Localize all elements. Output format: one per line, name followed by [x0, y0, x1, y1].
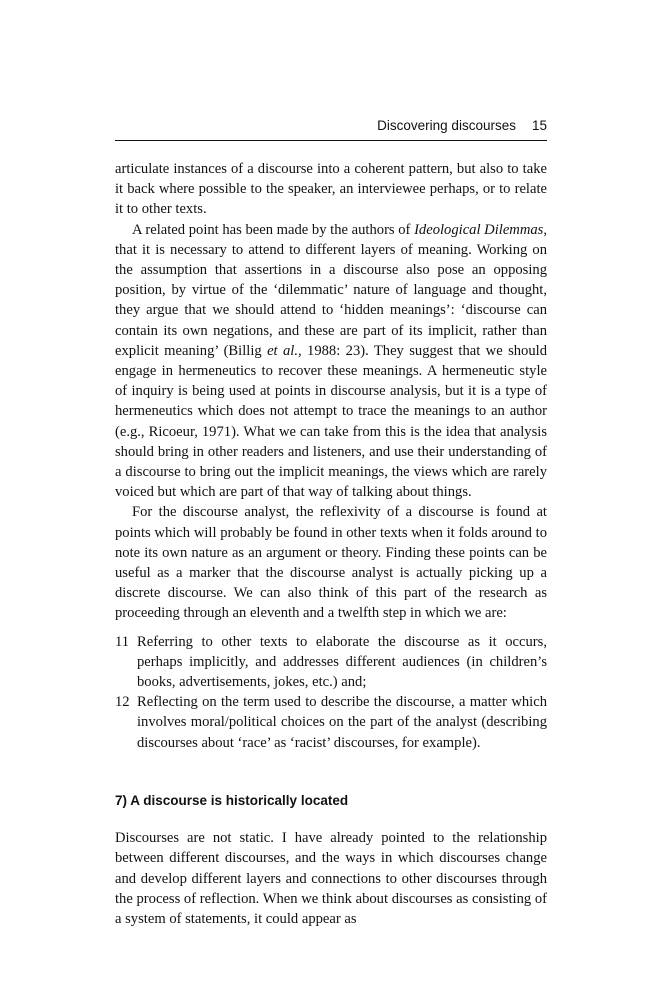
page-number: 15 [531, 118, 547, 133]
step-number: 11 [115, 633, 130, 650]
et-al-citation: et al. [267, 342, 298, 359]
book-page [115, 118, 547, 929]
running-header [115, 118, 547, 141]
running-title: Discovering discourses [377, 118, 516, 133]
section-heading: 7) A discourse is historically located [115, 792, 349, 808]
paragraph-continuation: articulate instances of a discourse into a coherent pattern, but also to take it back where possible to the speaker, an interviewee perhaps, or to relate it to other texts. [115, 161, 547, 218]
paragraph-text: A related point has been made by the authors of [132, 221, 415, 238]
paragraph-reflexivity: For the discourse analyst, the reflexivity of a discourse is found at points which will probably be found in other texts when it folds around to note its own nature as an argument or theory. Finding these points can be useful as a marker that the discourse analyst is actually picking up a discrete discourse. We can also think of this part of the research as proceeding through an eleventh and a twelfth step in which we are: [115, 504, 547, 622]
paragraph-text: , that it is necessary to attend to different layers of meaning. Working on the assumption that assertions in a discourse also pose an opposing position, by virtue of the ‘dilemmatic’ nature of language and thought, they argue that we should attend to ‘hidden meanings’: ‘discourse can contain its own negations, and these are part of its implicit, rather than explicit meaning’ (Billig [115, 221, 548, 359]
step-text: Reflecting on the term used to describe the discourse, a matter which involves moral/political choices on the part of the analyst (describing discourses about ‘race’ as ‘racist’ discourses, for example). [137, 694, 547, 751]
list-item [115, 692, 547, 753]
step-text: Referring to other texts to elaborate the discourse as it occurs, perhaps implicitly, and addresses different audiences (in children’s books, advertisements, jokes, etc.) and; [137, 633, 547, 691]
body-text [115, 159, 547, 929]
list-item [115, 632, 547, 693]
section-paragraph: Discourses are not static. I have already pointed to the relationship between different discourses, and the ways in which discourses change and develop different layers and connections to other discourses through the process of reflection. When we think about discourses as consisting of a system of statements, it could appear as [115, 830, 547, 927]
step-number: 12 [115, 694, 130, 711]
book-title: Ideological Dilemmas [414, 221, 544, 238]
paragraph-text: , 1988: 23). They suggest that we should engage in hermeneutics to recover these meanings. A hermeneutic style of inquiry is being used at points in discourse analysis, but it is a type of hermeneutics which does not attempt to trace the meanings to an author (e.g., Ricoeur, 1971). What we can take from this is the idea that analysis should bring in other readers and listeners, and use their understanding of a discourse to bring out the implicit meanings, the views which are rarely voiced but which are part of that way of talking about things. [115, 342, 547, 501]
paragraph-ideological-dilemmas [115, 220, 547, 503]
numbered-steps-list [115, 632, 547, 753]
